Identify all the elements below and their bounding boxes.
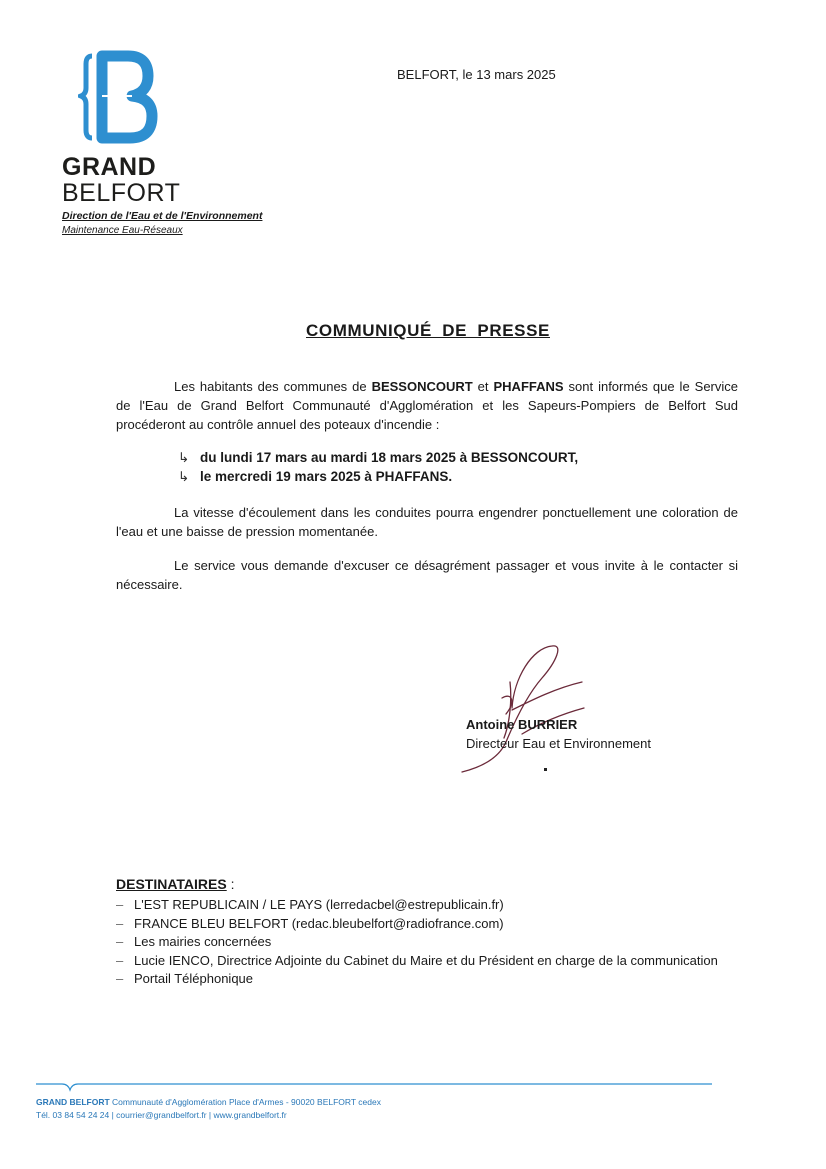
dash-icon: –	[116, 897, 124, 912]
date-line: BELFORT, le 13 mars 2025	[397, 67, 556, 82]
apology-paragraph	[116, 556, 738, 594]
document-title-text: COMMUNIQUÉ DE PRESSE	[306, 321, 550, 340]
handwritten-signature	[452, 638, 592, 778]
list-item	[116, 970, 738, 989]
intro-text-and: et	[472, 379, 494, 394]
subdepartment-name: Maintenance Eau-Réseaux	[62, 225, 183, 236]
recipient-text: Portail Téléphonique	[134, 971, 254, 986]
document-title	[0, 321, 826, 341]
logo-wordmark-belfort: BELFORT	[62, 179, 181, 207]
intro-text-end: sont informés que le Service de l'Eau de Grand Belfort Communauté d'Agglomération et les Sapeurs-Pompiers de Belfort Sud procéderont au contrôle annuel des poteaux d'incendie :	[116, 379, 738, 432]
dash-icon: –	[116, 915, 124, 931]
dash-icon: –	[116, 934, 124, 949]
recipient-text: Lucie IENCO, Directrice Adjointe du Cabinet du Maire et du Président en charge de la communication	[134, 952, 718, 968]
recipient-text: Les mairies concernées	[134, 934, 272, 949]
dash-icon: –	[116, 971, 124, 986]
schedule-item-text: le mercredi 19 mars 2025 à PHAFFANS.	[200, 469, 453, 484]
list-item	[116, 952, 738, 971]
arrow-icon: ↳	[178, 450, 190, 465]
intro-text-start: Les habitants des communes de	[174, 379, 372, 394]
footer-address-text: Communauté d'Agglomération Place d'Armes - 90020 BELFORT cedex	[109, 1097, 381, 1107]
impact-paragraph	[116, 503, 738, 541]
arrow-icon: ↳	[178, 469, 190, 484]
list-item	[116, 896, 738, 915]
recipients-list	[116, 896, 738, 989]
signatory-role: Directeur Eau et Environnement	[466, 736, 651, 751]
list-item	[116, 933, 738, 952]
impact-text: La vitesse d'écoulement dans les conduites pourra engendrer ponctuellement une coloration de l'eau et une baisse de pression momentanée.	[116, 505, 738, 539]
schedule-item-text: du lundi 17 mars au mardi 18 mars 2025 à BESSONCOURT,	[200, 450, 579, 465]
footer-rule-icon	[36, 1080, 712, 1092]
schedule-item	[178, 469, 452, 485]
schedule-item	[178, 450, 578, 466]
recipients-heading-text: DESTINATAIRES	[116, 876, 227, 892]
signatory-first-name: Antoine	[466, 717, 515, 732]
signatory-last-name: BURRIER	[518, 717, 578, 732]
footer-contact: Tél. 03 84 54 24 24 | courrier@grandbelfort.fr | www.grandbelfort.fr	[36, 1110, 287, 1120]
footer-address	[36, 1097, 381, 1107]
apology-text: Le service vous demande d'excuser ce désagrément passager et vous invite à le contacter si nécessaire.	[116, 558, 738, 592]
recipients-heading-colon: :	[226, 876, 235, 892]
stray-mark	[544, 768, 547, 771]
commune-bessoncourt: BESSONCOURT	[371, 379, 473, 394]
signatory-name	[466, 717, 577, 732]
recipient-text: L'EST REPUBLICAIN / LE PAYS (lerredacbel@estrepublicain.fr)	[134, 897, 504, 912]
grand-belfort-logo-icon	[78, 48, 160, 146]
commune-phaffans: PHAFFANS	[493, 379, 564, 394]
recipient-text: FRANCE BLEU BELFORT (redac.bleubelfort@radiofrance.com)	[134, 915, 504, 931]
department-name: Direction de l'Eau et de l'Environnement	[62, 210, 263, 222]
list-item	[116, 915, 738, 934]
logo-wordmark-grand: GRAND	[62, 153, 157, 181]
dash-icon: –	[116, 952, 124, 968]
intro-paragraph	[116, 377, 738, 434]
recipients-heading	[116, 876, 235, 892]
footer-org-name: GRAND BELFORT	[36, 1097, 110, 1107]
